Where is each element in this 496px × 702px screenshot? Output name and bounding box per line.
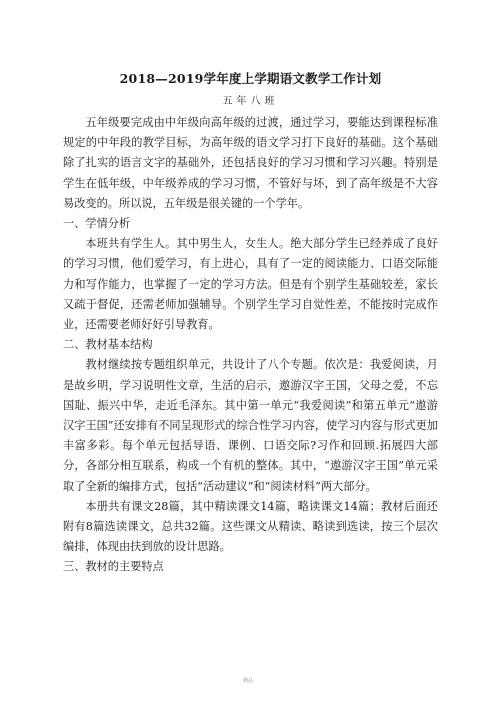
document-title: 2018—2019学年度上学期语文教学工作计划: [119, 71, 382, 86]
student-analysis-paragraph: 本班共有学生人。其中男生人，女生人。绝大部分学生已经养成了良好的学习习惯，他们爱学习，有上进心，具有了一定的阅读能力、口语交际能力和写作能力，也掌握了一定的学习方法。但是有个别学生基础较差，家长又疏于督促，还需老师加强辅导。个别学生学习自觉性差，不能按时完成作业，还需要老师好好引导教育。: [63, 237, 438, 332]
section-heading-student-analysis: 一、学情分析: [63, 217, 131, 231]
textbook-structure-paragraph-2: 本册共有课文28篇，其中精读课文14篇，略读课文14篇；教材后面还附有8篇选读课文，总共32篇。这些课文从精读、略读到选读，按三个层次编排，体现由扶到放的设计思路。: [63, 499, 438, 554]
page-footer: 精品: [242, 678, 253, 684]
class-name: 五年八班: [222, 96, 279, 107]
intro-paragraph: 五年级要完成由中年级向高年级的过渡，通过学习，要能达到课程标准规定的中年段的教学目标，为高年级的语文学习打下良好的基础。这个基础除了扎实的语言文字的基础外，还包括良好的学习习惯和学习兴趣。特别是学生在低年级，中年级养成的学习习惯，不管好与坏，到了高年级是不大容易改变的。所以说，五年级是很关键的一个学年。: [63, 116, 438, 210]
section-heading-textbook-structure: 二、教材基本结构: [63, 338, 153, 352]
document-body: [63, 70, 438, 578]
textbook-structure-paragraph-1: 教材继续按专题组织单元，共设计了八个专题。依次是：我爱阅读，月是故乡明，学习说明性文章，生活的启示，遨游汉字王国，父母之爱，不忘国耻、振兴中华，走近毛泽东。其中第一单元“我爱阅读”和第五单元“遨游汉字王国”还安排有不同呈现形式的综合性学习内容，使学习内容与形式更加丰富多彩。每个单元包括导语、课例、口语交际?习作和回顾.拓展四大部分，各部分相互联系，构成一个有机的整体。其中，“遨游汉字王国”单元采取了全新的编排方式，包括“活动建议”和“阅读材料”两大部分。: [63, 358, 438, 493]
section-heading-textbook-features: 三、教材的主要特点: [63, 560, 164, 574]
